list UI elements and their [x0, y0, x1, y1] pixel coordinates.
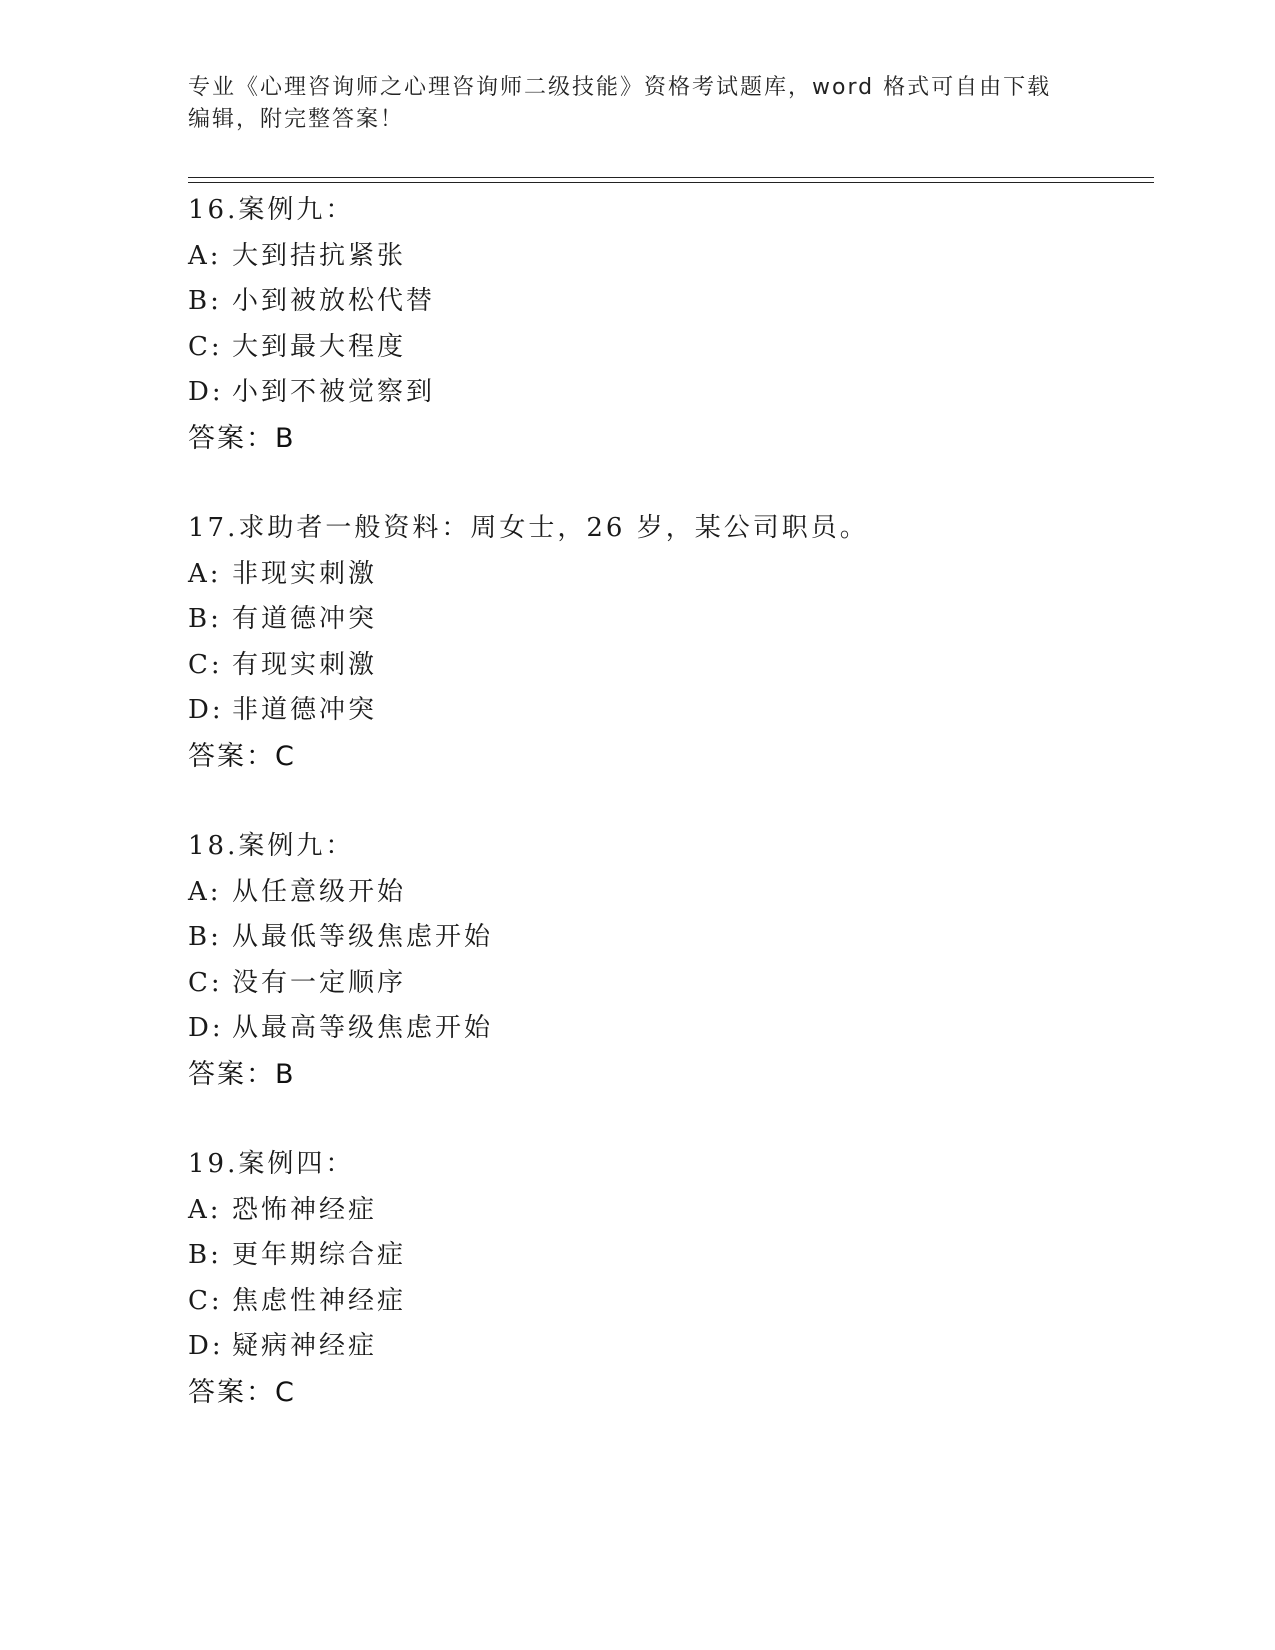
option-d: [188, 688, 1148, 734]
option-text: 恐怖神经症: [232, 1194, 378, 1225]
header-divider-bottom: [188, 182, 1154, 183]
option-a: [188, 1188, 1148, 1234]
option-letter: A:: [188, 1194, 222, 1225]
option-letter: D:: [188, 1013, 224, 1043]
question-19: [188, 1142, 1148, 1415]
answer-line: 答案：B: [188, 422, 296, 454]
option-text: 疑病神经症: [232, 1331, 378, 1361]
option-text: 从任意级开始: [232, 876, 407, 907]
option-b: [188, 915, 1148, 961]
header-line-1: 专业《心理咨询师之心理咨询师二级技能》资格考试题库，word 格式可自由下载: [188, 75, 1052, 100]
option-letter: D:: [188, 377, 224, 407]
option-text: 小到被放松代替: [232, 286, 436, 316]
option-d: [188, 1006, 1148, 1052]
question-list: [188, 188, 1148, 1415]
option-text: 非道德冲突: [232, 695, 378, 725]
option-text: 从最低等级焦虑开始: [232, 922, 494, 952]
option-text: 有现实刺激: [232, 649, 378, 680]
option-c: [188, 1279, 1148, 1325]
option-b: [188, 279, 1148, 325]
option-c: [188, 961, 1148, 1007]
option-text: 大到拮抗紧张: [232, 240, 407, 271]
question-stem: 17.求助者一般资料：周女士，26 岁，某公司职员。: [188, 513, 869, 543]
question-17: [188, 506, 1148, 779]
document-header: [188, 72, 1088, 136]
question-stem: 16.案例九：: [188, 195, 355, 225]
option-letter: D:: [188, 695, 224, 725]
question-stem: 18.案例九：: [188, 831, 355, 861]
option-letter: C:: [188, 331, 223, 362]
option-b: [188, 1233, 1148, 1279]
option-b: [188, 597, 1148, 643]
header-divider-top: [188, 177, 1154, 178]
question-18: [188, 824, 1148, 1097]
answer-line: 答案：C: [188, 1376, 296, 1408]
option-letter: B:: [188, 604, 222, 634]
option-text: 更年期综合症: [232, 1240, 407, 1270]
option-letter: A:: [188, 876, 222, 907]
option-letter: A:: [188, 240, 222, 271]
option-letter: C:: [188, 967, 223, 998]
option-a: [188, 234, 1148, 280]
option-letter: B:: [188, 286, 222, 316]
option-text: 有道德冲突: [232, 604, 378, 634]
option-c: [188, 643, 1148, 689]
option-letter: A:: [188, 558, 222, 589]
option-letter: B:: [188, 1240, 222, 1270]
option-letter: C:: [188, 1285, 223, 1316]
option-text: 没有一定顺序: [232, 967, 407, 998]
option-c: [188, 325, 1148, 371]
option-letter: B:: [188, 922, 222, 952]
option-text: 大到最大程度: [232, 331, 407, 362]
header-line-2: 编辑，附完整答案！: [188, 107, 405, 132]
answer-line: 答案：C: [188, 740, 296, 772]
option-d: [188, 1324, 1148, 1370]
option-letter: C:: [188, 649, 223, 680]
option-text: 焦虑性神经症: [232, 1285, 407, 1316]
option-a: [188, 870, 1148, 916]
option-d: [188, 370, 1148, 416]
option-text: 小到不被觉察到: [232, 377, 436, 407]
option-letter: D:: [188, 1331, 224, 1361]
question-16: [188, 188, 1148, 461]
option-text: 从最高等级焦虑开始: [232, 1013, 494, 1043]
question-stem: 19.案例四：: [188, 1149, 355, 1179]
option-a: [188, 552, 1148, 598]
option-text: 非现实刺激: [232, 558, 378, 589]
answer-line: 答案：B: [188, 1058, 296, 1090]
